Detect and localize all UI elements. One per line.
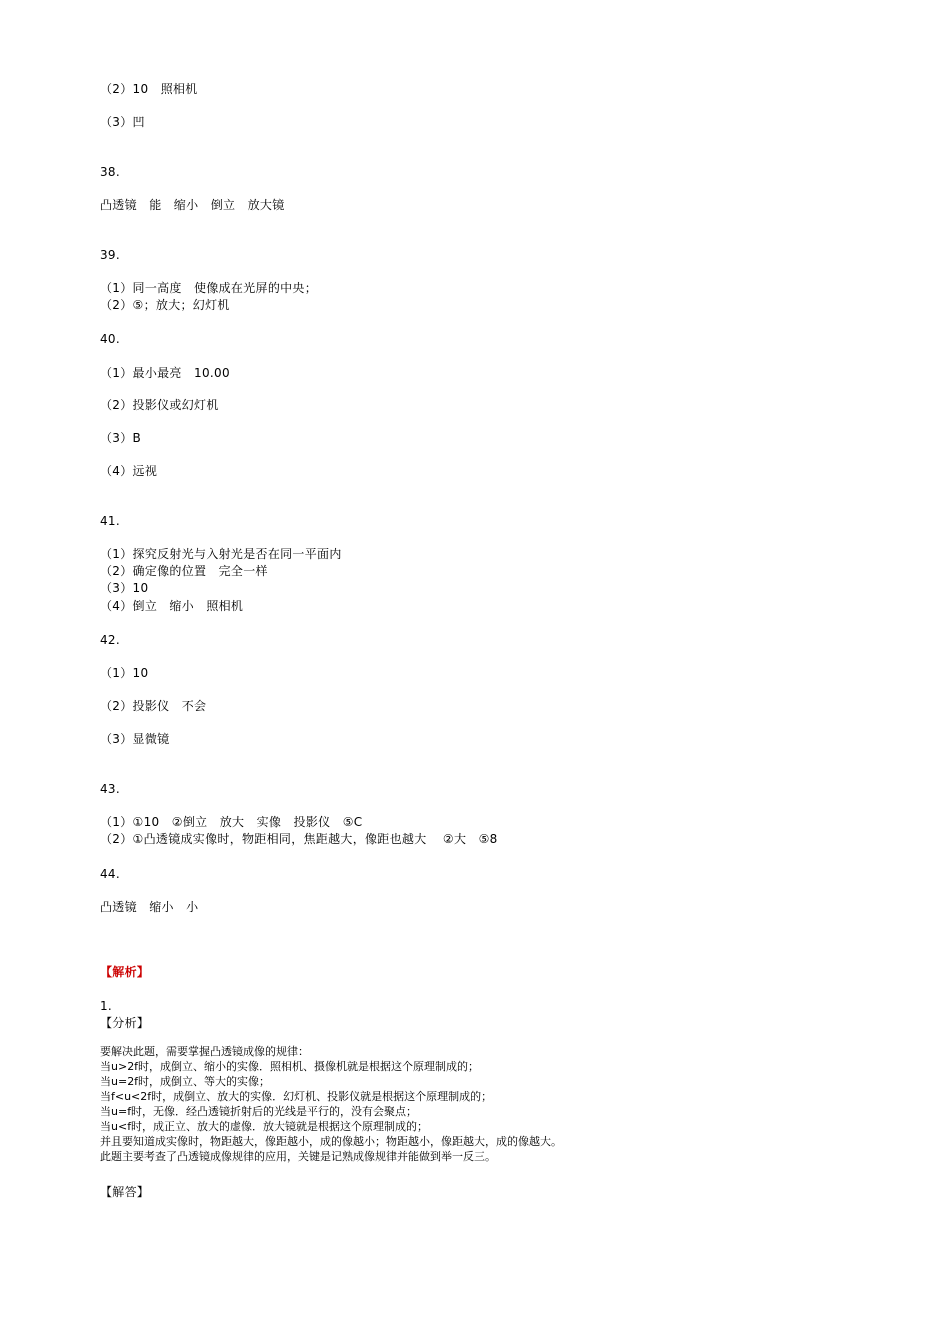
answer-39-1: （1）同一高度 使像成在光屏的中央；	[100, 281, 318, 295]
solution-heading: 【解答】	[100, 1185, 150, 1199]
answer-37-3: （3）凹	[100, 115, 145, 129]
analysis-line: 当f<u<2f时，成倒立、放大的实像．幻灯机、投影仪就是根据这个原理制成的；	[100, 1090, 493, 1103]
answer-42-3: （3）显微镜	[100, 732, 170, 746]
answer-42-2: （2）投影仪 不会	[100, 699, 207, 713]
answer-41-4: （4）倒立 缩小 照相机	[100, 599, 244, 613]
answer-43-2: （2）①凸透镜成实像时，物距相同，焦距越大，像距也越大 ②大 ⑤8	[100, 832, 498, 846]
question-number-41: 41.	[100, 514, 120, 528]
analysis-line: 当u=2f时，成倒立、等大的实像；	[100, 1075, 271, 1088]
analysis-line: 并且要知道成实像时，物距越大，像距越小，成的像越小；物距越小，像距越大，成的像越大。	[100, 1135, 562, 1148]
analysis-heading: 【分析】	[100, 1016, 150, 1030]
answer-44: 凸透镜 缩小 小	[100, 900, 199, 914]
explanation-question-number: 1.	[100, 999, 113, 1013]
answer-41-2: （2）确定像的位置 完全一样	[100, 564, 268, 578]
question-number-38: 38.	[100, 165, 120, 179]
analysis-line: 当u<f时，成正立、放大的虚像．放大镜就是根据这个原理制成的；	[100, 1120, 429, 1133]
answer-42-1: （1）10	[100, 666, 149, 680]
question-number-44: 44.	[100, 867, 120, 881]
question-number-43: 43.	[100, 782, 120, 796]
answer-40-3: （3）B	[100, 431, 142, 445]
answer-40-1: （1）最小最亮 10.00	[100, 366, 230, 380]
answer-40-4: （4）远视	[100, 464, 158, 478]
question-number-40: 40.	[100, 332, 120, 346]
analysis-line: 要解决此题，需要掌握凸透镜成像的规律：	[100, 1045, 309, 1058]
question-number-39: 39.	[100, 248, 120, 262]
answer-37-2: （2）10 照相机	[100, 82, 198, 96]
answer-38: 凸透镜 能 缩小 倒立 放大镜	[100, 198, 285, 212]
analysis-line: 当u=f时，无像．经凸透镜折射后的光线是平行的，没有会聚点；	[100, 1105, 418, 1118]
analysis-line: 当u>2f时，成倒立、缩小的实像．照相机、摄像机就是根据这个原理制成的；	[100, 1060, 480, 1073]
question-number-42: 42.	[100, 633, 120, 647]
answer-40-2: （2）投影仪或幻灯机	[100, 398, 219, 412]
answer-43-1: （1）①10 ②倒立 放大 实像 投影仪 ⑤C	[100, 815, 363, 829]
answer-41-1: （1）探究反射光与入射光是否在同一平面内	[100, 547, 342, 561]
answer-41-3: （3）10	[100, 581, 149, 595]
analysis-line: 此题主要考查了凸透镜成像规律的应用，关键是记熟成像规律并能做到举一反三。	[100, 1150, 496, 1163]
explanation-heading: 【解析】	[100, 965, 150, 979]
answer-39-2: （2）⑤；放大；幻灯机	[100, 298, 230, 312]
